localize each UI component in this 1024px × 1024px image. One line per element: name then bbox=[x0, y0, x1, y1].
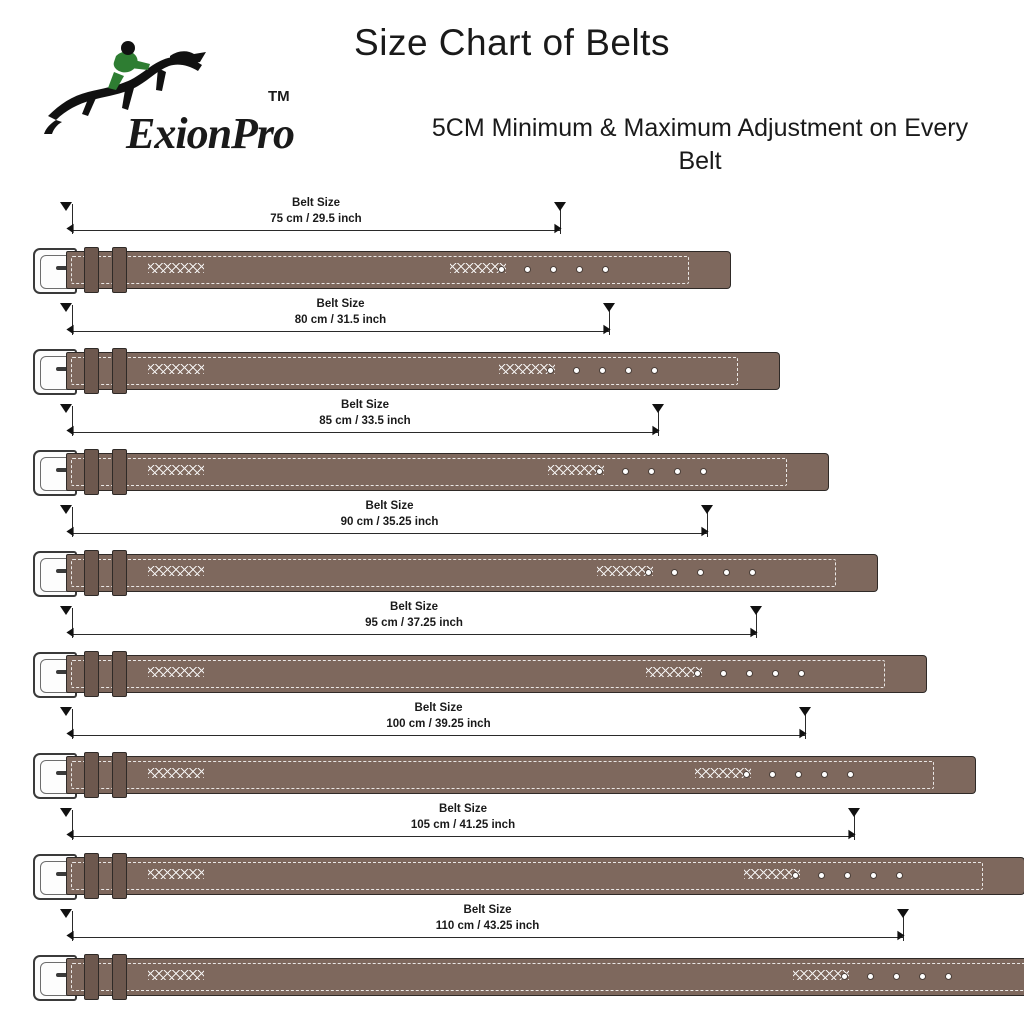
belt-size-caption: Belt Size bbox=[463, 904, 512, 916]
belt-keeper bbox=[112, 651, 127, 697]
belt-hole bbox=[697, 569, 704, 576]
belt-size-label bbox=[275, 398, 455, 429]
brand-logo bbox=[30, 38, 350, 178]
belt-tip bbox=[802, 453, 829, 491]
belt-hole bbox=[671, 569, 678, 576]
belt-motif bbox=[148, 465, 204, 475]
belt-strap bbox=[66, 857, 1000, 895]
belt-stitching bbox=[71, 963, 1024, 991]
belt-hole bbox=[749, 569, 756, 576]
belt-size-value: 80 cm / 31.5 inch bbox=[294, 313, 387, 326]
belt-keeper bbox=[84, 752, 99, 798]
belt-row bbox=[0, 400, 1024, 510]
belt-size-caption: Belt Size bbox=[316, 298, 365, 310]
belt-size-caption: Belt Size bbox=[341, 399, 389, 411]
belt-hole bbox=[867, 973, 874, 980]
belt-keeper bbox=[84, 651, 99, 697]
belt-hole bbox=[870, 872, 877, 879]
belt-hole bbox=[821, 771, 828, 778]
belt-graphic bbox=[0, 842, 1024, 908]
belt-tip bbox=[949, 756, 976, 794]
belt-keeper bbox=[84, 550, 99, 596]
brand-name: ExionPro bbox=[126, 109, 295, 158]
belt-keeper bbox=[112, 550, 127, 596]
belt-tip bbox=[851, 554, 878, 592]
belt-motif bbox=[148, 263, 204, 273]
belt-keeper bbox=[112, 954, 127, 1000]
belt-hole bbox=[844, 872, 851, 879]
belt-hole bbox=[841, 973, 848, 980]
belt-hole bbox=[945, 973, 952, 980]
belt-size-value: 90 cm / 35.25 inch bbox=[340, 515, 439, 528]
belt-hole bbox=[694, 670, 701, 677]
belt-size-value: 75 cm / 29.5 inch bbox=[270, 212, 362, 225]
belt-keeper bbox=[112, 247, 127, 293]
page-title: Size Chart of Belts bbox=[354, 22, 670, 63]
belt-hole bbox=[746, 670, 753, 677]
belt-hole bbox=[648, 468, 655, 475]
belt-hole bbox=[795, 771, 802, 778]
belt-size-label bbox=[324, 600, 504, 631]
belt-hole bbox=[700, 468, 707, 475]
belt-size-value: 85 cm / 33.5 inch bbox=[319, 414, 411, 427]
belt-hole bbox=[599, 367, 606, 374]
belt-motif bbox=[148, 566, 204, 576]
belt-hole bbox=[622, 468, 629, 475]
belt-hole bbox=[798, 670, 805, 677]
belt-motif bbox=[148, 768, 204, 778]
belt-hole bbox=[498, 266, 505, 273]
belt-hole bbox=[645, 569, 652, 576]
belt-tip bbox=[900, 655, 927, 693]
belt-hole bbox=[674, 468, 681, 475]
belt-tip bbox=[998, 857, 1024, 895]
belt-tip bbox=[704, 251, 731, 289]
belt-hole bbox=[847, 771, 854, 778]
belt-hole bbox=[573, 367, 580, 374]
belt-graphic bbox=[0, 236, 1024, 302]
belt-hole bbox=[769, 771, 776, 778]
belt-size-label bbox=[251, 297, 431, 328]
belt-tip bbox=[753, 352, 780, 390]
belt-hole bbox=[547, 367, 554, 374]
belt-hole bbox=[743, 771, 750, 778]
trademark-symbol: TM bbox=[268, 88, 290, 105]
belt-hole bbox=[772, 670, 779, 677]
belt-keeper bbox=[84, 348, 99, 394]
belt-size-label bbox=[226, 196, 406, 227]
belt-size-caption: Belt Size bbox=[414, 702, 463, 714]
belt-keeper bbox=[84, 449, 99, 495]
belt-size-value: 100 cm / 39.25 inch bbox=[386, 717, 491, 730]
belt-hole bbox=[651, 367, 658, 374]
belt-hole bbox=[596, 468, 603, 475]
adjustment-note: 5CM Minimum & Maximum Adjustment on Every Belt bbox=[431, 114, 969, 175]
belt-hole bbox=[893, 973, 900, 980]
belt-size-label bbox=[300, 499, 480, 530]
belt-row bbox=[0, 501, 1024, 611]
belt-graphic bbox=[0, 640, 1024, 706]
belt-row bbox=[0, 299, 1024, 409]
belt-motif bbox=[148, 667, 204, 677]
belt-size-label bbox=[349, 701, 529, 732]
belt-graphic bbox=[0, 337, 1024, 403]
belt-hole bbox=[576, 266, 583, 273]
belt-size-caption: Belt Size bbox=[390, 601, 438, 613]
belt-hole bbox=[792, 872, 799, 879]
belt-row bbox=[0, 703, 1024, 813]
belt-hole bbox=[625, 367, 632, 374]
belt-keeper bbox=[112, 348, 127, 394]
belt-row bbox=[0, 198, 1024, 308]
belt-hole bbox=[818, 872, 825, 879]
belt-graphic bbox=[0, 741, 1024, 807]
belt-motif bbox=[148, 970, 204, 980]
belt-hole bbox=[524, 266, 531, 273]
belt-hole bbox=[896, 872, 903, 879]
belt-hole bbox=[550, 266, 557, 273]
belt-hole bbox=[919, 973, 926, 980]
belt-hole bbox=[720, 670, 727, 677]
belt-keeper bbox=[84, 954, 99, 1000]
belt-graphic bbox=[0, 539, 1024, 605]
belt-motif bbox=[148, 869, 204, 879]
belt-row bbox=[0, 602, 1024, 712]
belt-size-value: 95 cm / 37.25 inch bbox=[365, 616, 463, 629]
belt-hole bbox=[723, 569, 730, 576]
belt-size-caption: Belt Size bbox=[439, 803, 487, 815]
belt-strap bbox=[66, 958, 1024, 996]
belt-hole bbox=[602, 266, 609, 273]
belt-keeper bbox=[84, 853, 99, 899]
belt-keeper bbox=[112, 752, 127, 798]
belt-row bbox=[0, 905, 1024, 1015]
belt-size-label bbox=[373, 802, 553, 833]
belt-row bbox=[0, 804, 1024, 914]
belt-keeper bbox=[112, 449, 127, 495]
belt-size-value: 105 cm / 41.25 inch bbox=[410, 818, 516, 831]
belt-size-value: 110 cm / 43.25 inch bbox=[435, 919, 540, 932]
belt-keeper bbox=[112, 853, 127, 899]
belt-keeper bbox=[84, 247, 99, 293]
belt-graphic bbox=[0, 438, 1024, 504]
belt-size-caption: Belt Size bbox=[292, 197, 340, 209]
belt-graphic bbox=[0, 943, 1024, 1009]
belt-size-caption: Belt Size bbox=[365, 500, 414, 512]
belt-motif bbox=[148, 364, 204, 374]
belt-size-label bbox=[398, 903, 578, 934]
